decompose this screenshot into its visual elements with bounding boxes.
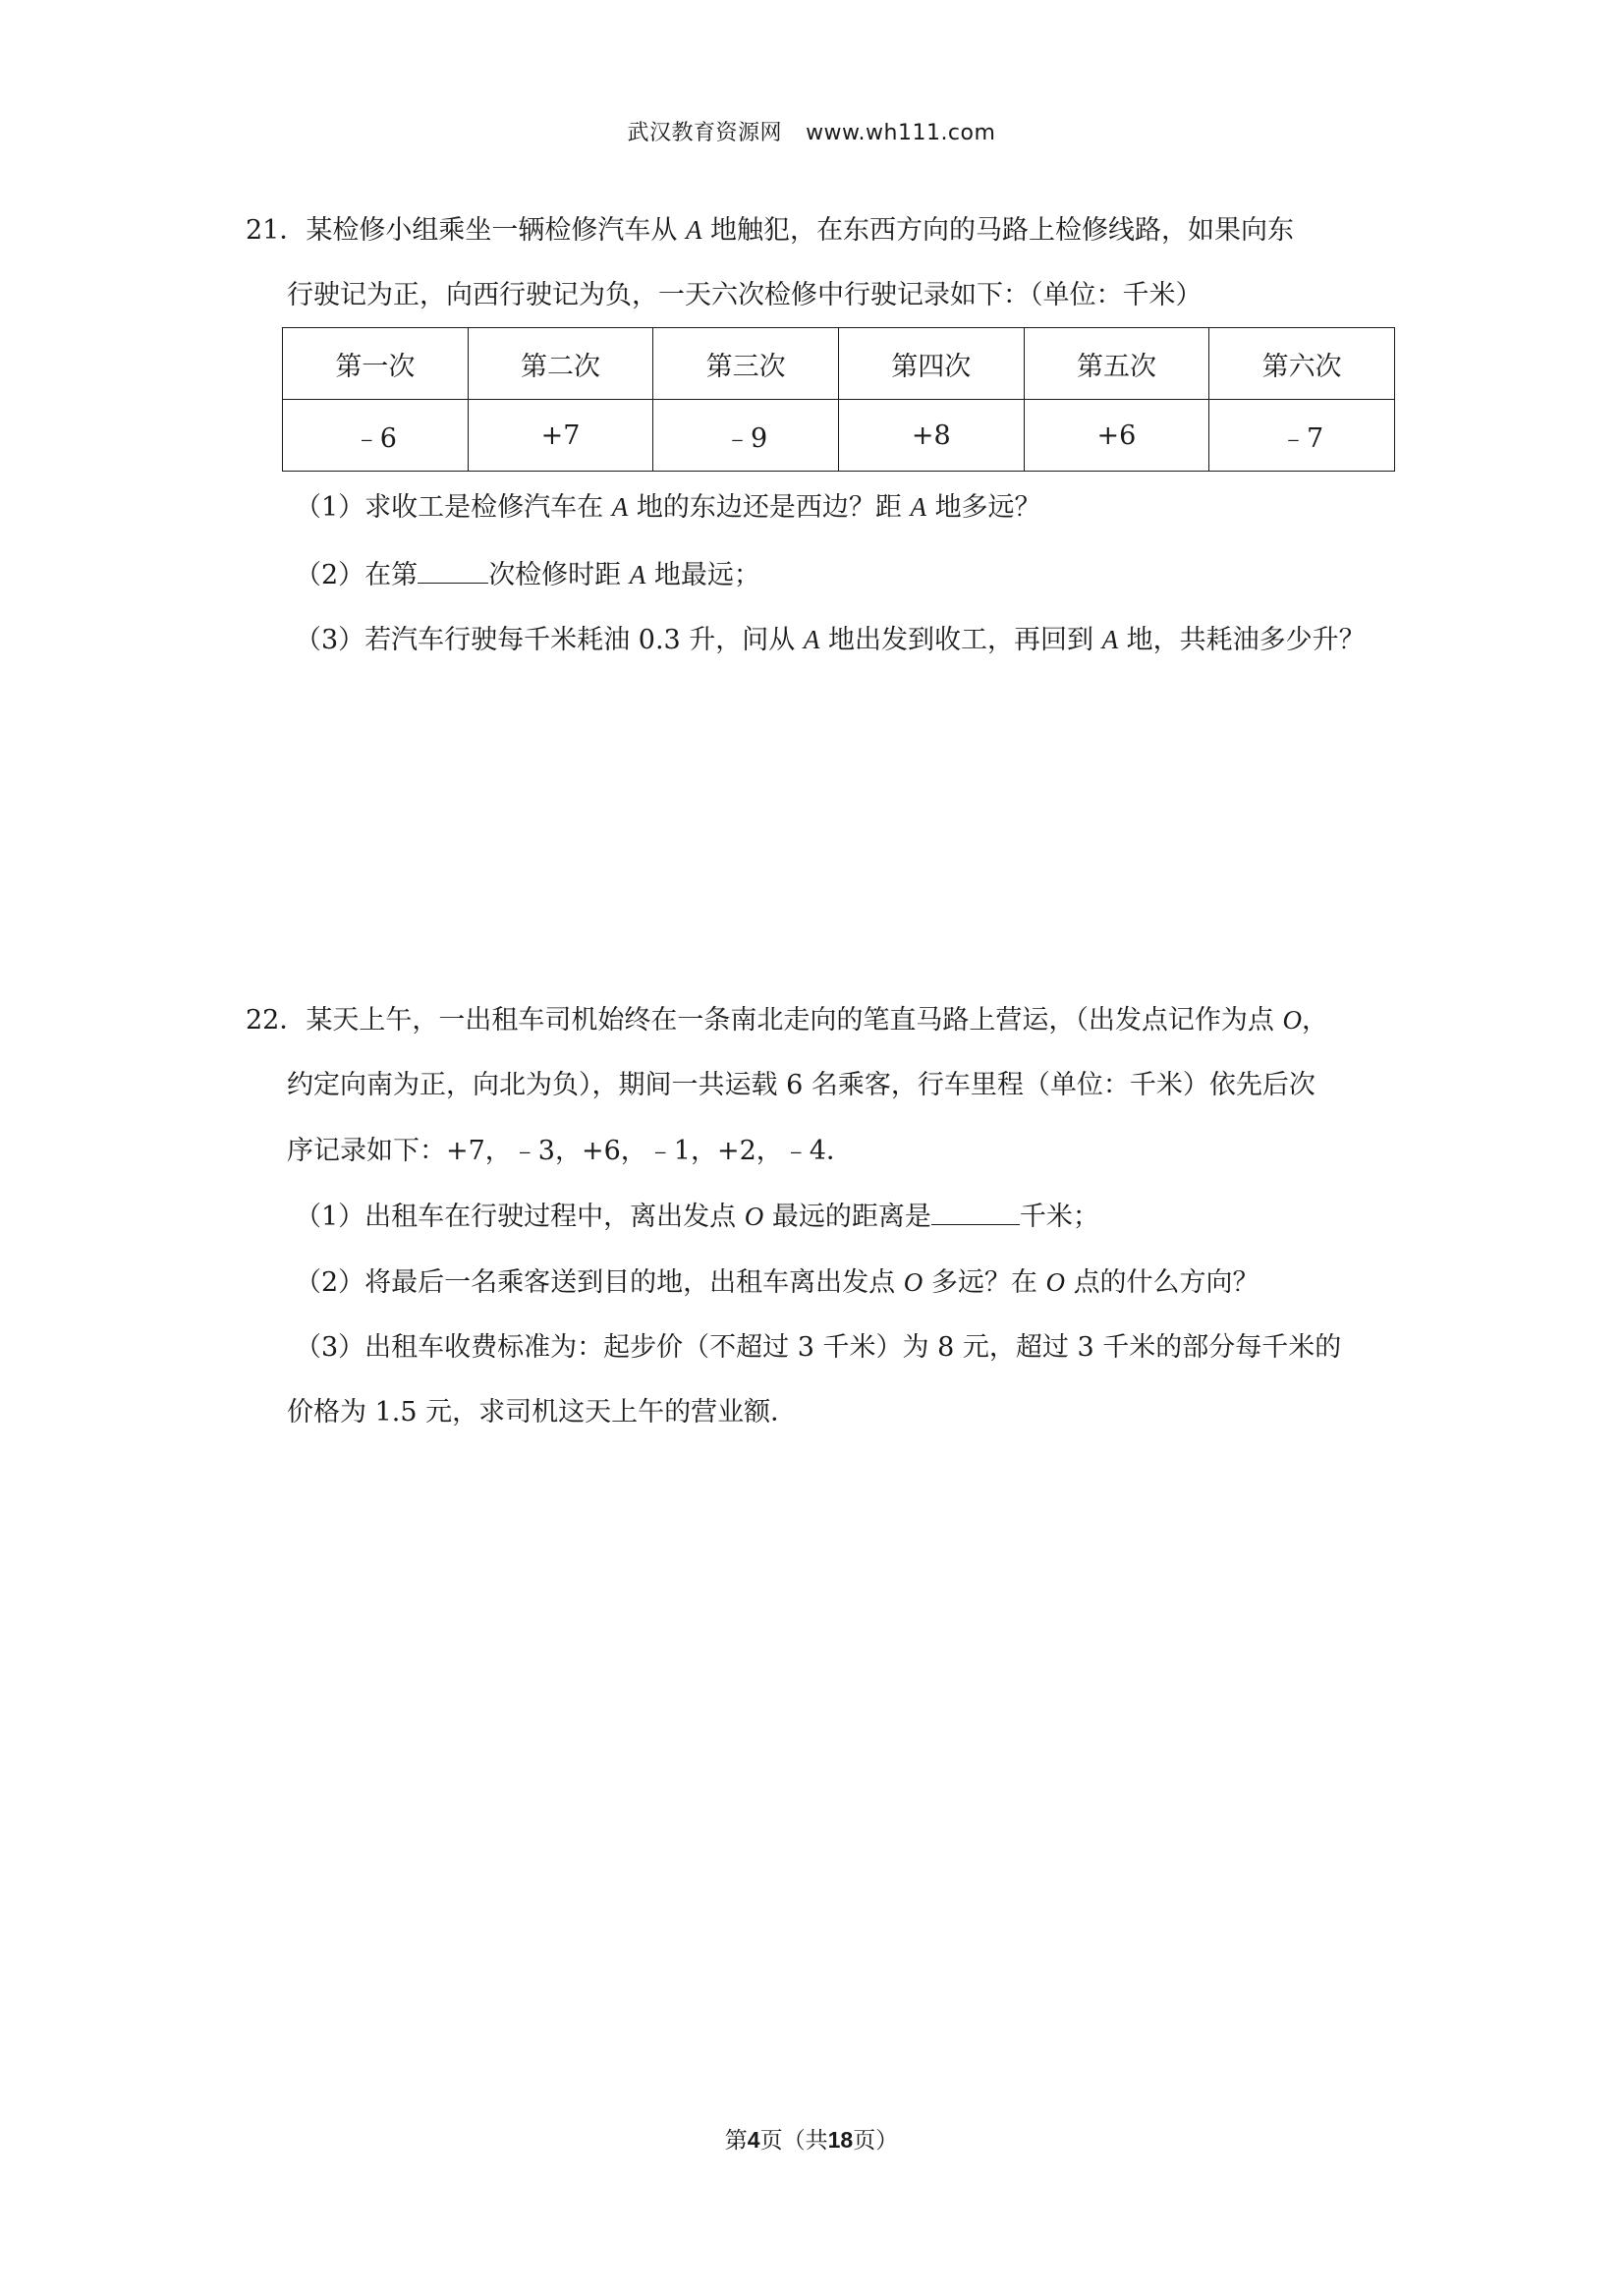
var-a: A: [803, 625, 820, 654]
var-a: A: [629, 560, 646, 589]
q22-stem-line-1: 22．某天上午，一出租车司机始终在一条南北走向的笔直马路上营运，（出发点记作为点 O，: [246, 1005, 1328, 1036]
var-a: A: [1101, 625, 1119, 654]
page-total: 18: [827, 2127, 854, 2153]
var-o: O: [1045, 1267, 1065, 1297]
table-header-cell: 第五次: [1024, 328, 1209, 400]
table-header-cell: 第六次: [1209, 328, 1395, 400]
q22-part-1: （1）出租车在行驶过程中，离出发点 O 最远的距离是 千米；: [295, 1197, 1099, 1237]
var-o: O: [744, 1202, 764, 1231]
q22-part-3-line-2: 价格为 1.5 元，求司机这天上午的营业额．: [287, 1397, 798, 1428]
answer-blank[interactable]: [931, 1199, 1020, 1225]
table-value-cell: +6: [1024, 400, 1209, 472]
q21-records-table: [282, 327, 1395, 472]
q22-number: 22．: [246, 1005, 307, 1036]
answer-blank[interactable]: [418, 557, 488, 584]
q21-number: 21．: [246, 215, 307, 246]
q21-stem-line-1: 21．某检修小组乘坐一辆检修汽车从 A 地触犯，在东西方向的马路上检修线路，如果向东: [246, 215, 1295, 246]
var-o: O: [903, 1267, 923, 1297]
table-value-cell: ﹣6: [283, 400, 469, 472]
var-a: A: [685, 215, 702, 245]
q21-stem-line-2: 行驶记为正，向西行驶记为负，一天六次检修中行驶记录如下：（单位：千米）: [287, 280, 1203, 310]
table-header-row: [283, 328, 1395, 400]
var-o: O: [1282, 1005, 1302, 1035]
q22-part-3-line-1: （3）出租车收费标准为：起步价（不超过 3 千米）为 8 元，超过 3 千米的部分每千米的: [295, 1332, 1342, 1363]
var-a: A: [611, 492, 629, 522]
table-value-cell: +7: [468, 400, 653, 472]
site-url: www.wh111.com: [806, 121, 996, 145]
table-value-cell: ﹣7: [1209, 400, 1395, 472]
q21-part-1: （1）求收工是检修汽车在 A 地的东边还是西边？距 A 地多远？: [295, 492, 1041, 523]
table-header-cell: 第四次: [838, 328, 1024, 400]
table-value-cell: +8: [838, 400, 1024, 472]
q22-stem-line-3: 序记录如下：+7，﹣3，+6，﹣1，+2，﹣4．: [287, 1136, 853, 1166]
q22-stem-line-2: 约定向南为正，向北为负），期间一共运载 6 名乘客，行车里程（单位：千米）依先后次: [287, 1070, 1315, 1100]
table-header-cell: 第三次: [653, 328, 839, 400]
q22-part-2: （2）将最后一名乘客送到目的地，出租车离出发点 O 多远？在 O 点的什么方向？: [295, 1267, 1259, 1298]
site-name: 武汉教育资源网: [627, 121, 783, 145]
table-value-cell: ﹣9: [653, 400, 839, 472]
table-header-cell: 第一次: [283, 328, 469, 400]
page-footer: 第4页（共18页）: [724, 2127, 899, 2154]
table-header-cell: 第二次: [468, 328, 653, 400]
page-number: 4: [747, 2127, 760, 2153]
q21-part-3: （3）若汽车行驶每千米耗油 0.3 升，问从 A 地出发到收工，再回到 A 地，共耗油多少升？: [295, 625, 1366, 655]
var-a: A: [910, 492, 926, 522]
page-header: [0, 116, 1623, 146]
q21-part-2: （2）在第 次检修时距 A 地最远；: [295, 555, 760, 595]
table-value-row: [283, 400, 1395, 472]
